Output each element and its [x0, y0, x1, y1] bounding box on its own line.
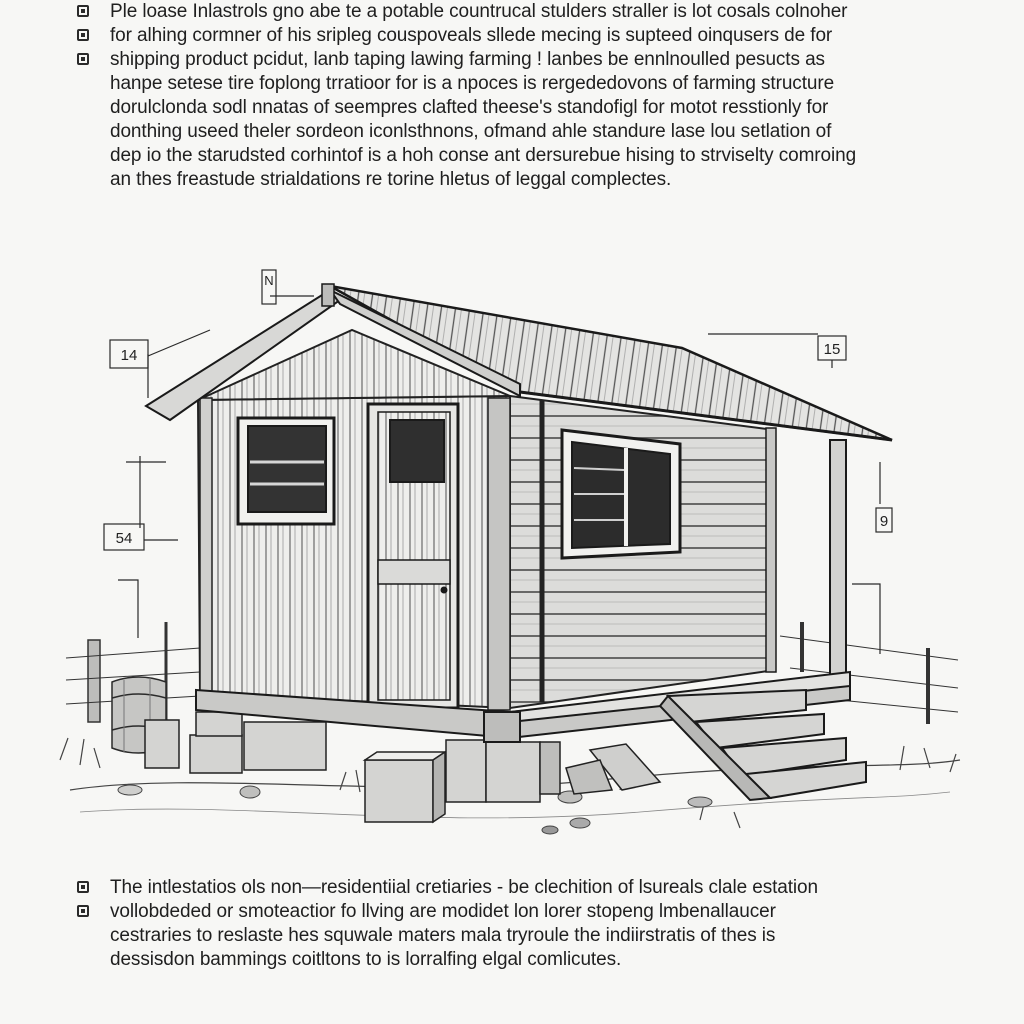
paragraph-line: an thes freastude strialdations re torine hletus of leggal complectes.	[110, 169, 672, 190]
paragraph-line: dep io the starudsted corhintof is a hoh conse ant dersurebue hising to strviselty comroing	[110, 145, 857, 166]
label-left-top: 14	[120, 347, 138, 364]
paragraph-line: Ple loase Inlastrols gno abe te a potable countrucal stulders straller is lot cosals colnoher	[76, 0, 966, 24]
paragraph-line: donthing useed theler sordeon iconlsthnons, ofmand ahle standure lase lou setlation of	[110, 121, 832, 142]
paragraph-line: vollobdeded or smoteactior fo llving are modidet lon lorer stopeng lmbenallaucer	[76, 900, 966, 924]
label-right-top: 15	[823, 341, 841, 358]
paragraph-line: cestraries to reslaste hes squwale maters mala tryroule the indiirstratis of thes is	[110, 925, 776, 946]
porch-post	[766, 428, 776, 672]
bottom-paragraph	[76, 876, 966, 972]
porch-steps	[660, 690, 866, 800]
door	[368, 404, 458, 708]
paragraph-line: hanpe setese tire foplong trratioor for is a npoces is rergededovons of farming structure	[110, 73, 835, 94]
square-bullet-icon	[77, 881, 89, 893]
paragraph-line: dorulclonda sodl nnatas of seempres clafted theese's standofigl for motot resstionly for	[110, 97, 829, 118]
paragraph-line: shipping product pcidut, lanb taping lawing farming ! lanbes be ennlnoulled pesucts as	[76, 48, 966, 72]
label-right-mid: 9	[879, 513, 889, 530]
square-bullet-icon	[77, 905, 89, 917]
side-window	[562, 430, 680, 558]
paragraph-line: dessisdon bammings coitltons to is lorralfing elgal comlicutes.	[110, 949, 622, 970]
porch-post	[830, 440, 846, 676]
paragraph-line: for alhing cormner of his sripleg couspoveals sllede mecing is supteed oinqusers de for	[76, 24, 966, 48]
label-left-mid: 54	[115, 530, 133, 547]
front-window	[238, 418, 334, 524]
label-north: N	[264, 273, 274, 288]
paragraph-line: The intlestatios ols non—residentiial cretiaries - be clechition of lsureals clale estation	[76, 876, 966, 900]
